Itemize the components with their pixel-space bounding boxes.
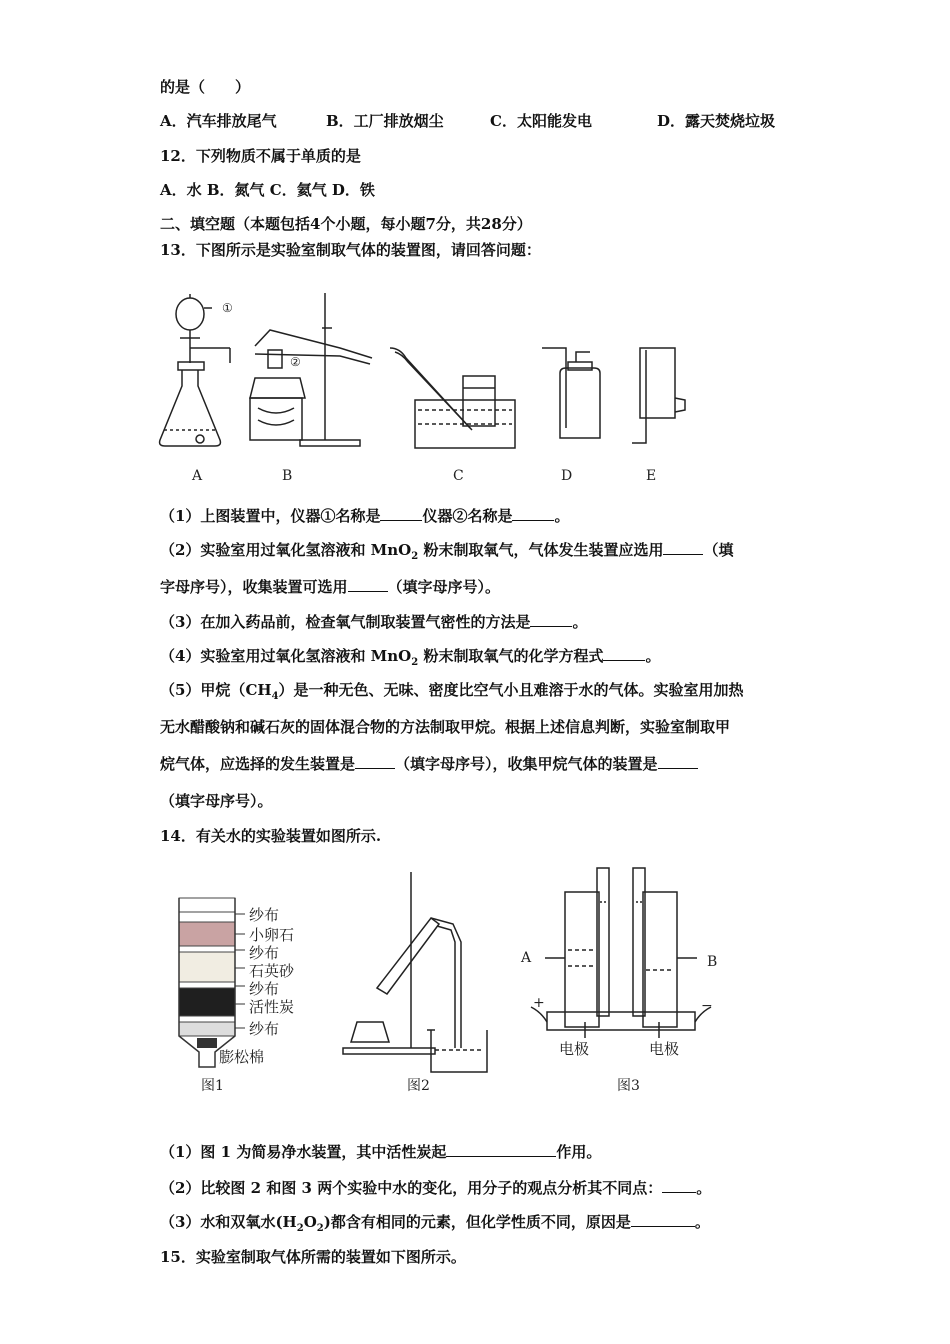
q13-p1-blank2[interactable] xyxy=(512,506,554,521)
q13-p5-blank1[interactable] xyxy=(355,754,395,769)
q14-p1-text-b: 作用。 xyxy=(556,1143,602,1161)
fig3-plus: + xyxy=(533,995,545,1011)
apparatus-d-bottle xyxy=(542,348,600,438)
q14-p2-text-b: 。 xyxy=(696,1179,712,1197)
q14-p2-blank[interactable] xyxy=(662,1178,696,1193)
q13-p1-blank1[interactable] xyxy=(380,506,422,521)
q14-figure-svg xyxy=(165,862,745,1102)
fig2-distillation xyxy=(343,872,487,1072)
fig3-electrode-left: 电极 xyxy=(559,1040,590,1058)
q14-p1-blank[interactable] xyxy=(446,1142,556,1157)
apparatus-b-heating xyxy=(250,293,372,446)
q14-figure xyxy=(165,862,745,1102)
q15-stem: 15．实验室制取气体所需的装置如下图所示。 xyxy=(160,1248,466,1266)
q13-part5-line2: 无水醋酸钠和碱石灰的固体混合物的方法制取甲烷。根据上述信息判断，实验室制取甲 xyxy=(160,718,731,736)
fig3-minus: − xyxy=(701,998,713,1014)
q14-part2 xyxy=(160,1178,711,1198)
q13-p5-blank2[interactable] xyxy=(658,754,698,769)
q14-part3 xyxy=(160,1212,710,1239)
q13-p5-sub: 4 xyxy=(271,691,279,702)
q13-apparatus-svg xyxy=(150,268,710,488)
fig2-caption: 图2 xyxy=(407,1078,430,1094)
q14-p3-text-c: 。 xyxy=(694,1213,710,1231)
fig1-layer-4: 石英砂 xyxy=(249,962,295,980)
label-e: E xyxy=(646,468,657,484)
fig3-electrolysis xyxy=(531,868,711,1038)
circle-label-1: ① xyxy=(222,301,233,315)
q13-p1-text-a: （1）上图装置中，仪器①名称是 xyxy=(160,507,381,525)
q13-p2-text-e: （填字母序号）。 xyxy=(387,578,501,596)
q13-p3-text-b: 。 xyxy=(572,613,588,631)
q13-stem: 13．下图所示是实验室制取气体的装置图，请回答问题： xyxy=(160,241,541,259)
fig1-layer-7: 纱布 xyxy=(249,1020,280,1038)
circle-label-2: ② xyxy=(290,355,301,369)
q13-p4-sub: 2 xyxy=(411,657,419,668)
q13-p2-sub: 2 xyxy=(411,551,419,562)
label-a: A xyxy=(192,468,203,484)
fig3-caption: 图3 xyxy=(617,1078,640,1094)
q13-p2-text-b: 粉末制取氧气，气体发生装置应选用 xyxy=(418,541,664,559)
q13-p5-text-a: （5）甲烷（CH xyxy=(160,681,272,699)
section-heading: 二、填空题（本题包括4个小题，每小题7分，共28分） xyxy=(160,215,532,233)
fig3-electrode-right: 电极 xyxy=(649,1040,680,1058)
apparatus-a-flask xyxy=(160,294,230,446)
q13-p3-text-a: （3）在加入药品前，检查氧气制取装置气密性的方法是 xyxy=(160,613,531,631)
q14-p3-text-b: )都含有相同的元素，但化学性质不同，原因是 xyxy=(323,1213,631,1231)
q11-option-a: A．汽车排放尾气 xyxy=(160,112,277,130)
label-c: C xyxy=(453,468,464,484)
q13-p4-text-c: 。 xyxy=(645,647,661,665)
q14-p3-sub1: 2 xyxy=(296,1223,304,1234)
q14-p3-blank[interactable] xyxy=(631,1212,695,1227)
q13-p2-blank2[interactable] xyxy=(348,577,388,592)
q13-p2-blank1[interactable] xyxy=(663,540,703,555)
fig1-layer-3: 纱布 xyxy=(249,944,280,962)
q13-p2-text-d: 字母序号），收集装置可选用 xyxy=(160,578,348,596)
q11-option-d: D．露天焚烧垃圾 xyxy=(657,112,776,130)
q13-p5-text-e: （填字母序号），收集甲烷气体的装置是 xyxy=(395,755,658,773)
apparatus-c-trough xyxy=(390,348,515,448)
q14-p2-text-a: （2）比较图 2 和图 3 两个实验中水的变化，用分子的观点分析其不同点： xyxy=(160,1179,663,1197)
q14-p3-sub2: 2 xyxy=(316,1223,324,1234)
fig1-layer-2: 小卵石 xyxy=(249,926,295,944)
q13-part3 xyxy=(160,612,587,632)
q13-p5-text-b: ）是一种无色、无味、密度比空气小且难溶于水的气体。实验室用加热 xyxy=(278,681,744,699)
q13-p4-text-a: （4）实验室用过氧化氢溶液和 MnO xyxy=(160,647,412,665)
fig1-layer-8: 膨松棉 xyxy=(219,1048,265,1066)
q13-p1-text-b: 仪器②名称是 xyxy=(422,507,513,525)
q13-p2-text-a: （2）实验室用过氧化氢溶液和 MnO xyxy=(160,541,412,559)
q13-p1-text-c: 。 xyxy=(554,507,570,525)
q13-part2-line1 xyxy=(160,540,733,567)
q11-option-b: B．工厂排放烟尘 xyxy=(326,112,444,130)
q13-p5-text-d: 烷气体，应选择的发生装置是 xyxy=(160,755,356,773)
q12-stem: 12．下列物质不属于单质的是 xyxy=(160,147,361,165)
q14-stem: 14．有关水的实验装置如图所示. xyxy=(160,827,382,845)
fig1-filter-column xyxy=(179,898,245,1067)
q14-part1 xyxy=(160,1142,601,1162)
fig3-label-b: B xyxy=(707,954,718,970)
apparatus-e-bottle xyxy=(632,348,685,443)
q11-stem-tail: 的是（ ） xyxy=(160,78,251,96)
q13-part1 xyxy=(160,506,569,526)
q11-option-c: C．太阳能发电 xyxy=(490,112,592,130)
fig3-label-a: A xyxy=(521,950,532,966)
q13-part5-line4: （填字母序号）。 xyxy=(160,792,273,810)
label-d: D xyxy=(561,468,573,484)
q13-apparatus-figure xyxy=(150,268,710,488)
q13-p3-blank[interactable] xyxy=(530,612,572,627)
q12-options: A．水 B．氮气 C．氦气 D．铁 xyxy=(160,181,375,199)
q13-part5-line3 xyxy=(160,754,698,774)
q14-p3-text-mid: O xyxy=(303,1213,317,1231)
q14-p3-text-a: （3）水和双氧水(H xyxy=(160,1213,297,1231)
q13-p2-text-c: （填 xyxy=(703,541,734,559)
q13-part5-line1 xyxy=(160,680,744,707)
q14-p1-text-a: （1）图 1 为简易净水装置，其中活性炭起 xyxy=(160,1143,447,1161)
q13-part2-line2 xyxy=(160,577,500,597)
fig1-caption: 图1 xyxy=(201,1078,224,1094)
q13-part4 xyxy=(160,646,660,673)
q13-p4-text-b: 粉末制取氧气的化学方程式 xyxy=(418,647,604,665)
fig1-layer-5: 纱布 xyxy=(249,980,280,998)
q13-p4-blank[interactable] xyxy=(603,646,645,661)
fig1-layer-1: 纱布 xyxy=(249,906,280,924)
label-b: B xyxy=(282,468,293,484)
fig1-layer-6: 活性炭 xyxy=(249,998,295,1016)
